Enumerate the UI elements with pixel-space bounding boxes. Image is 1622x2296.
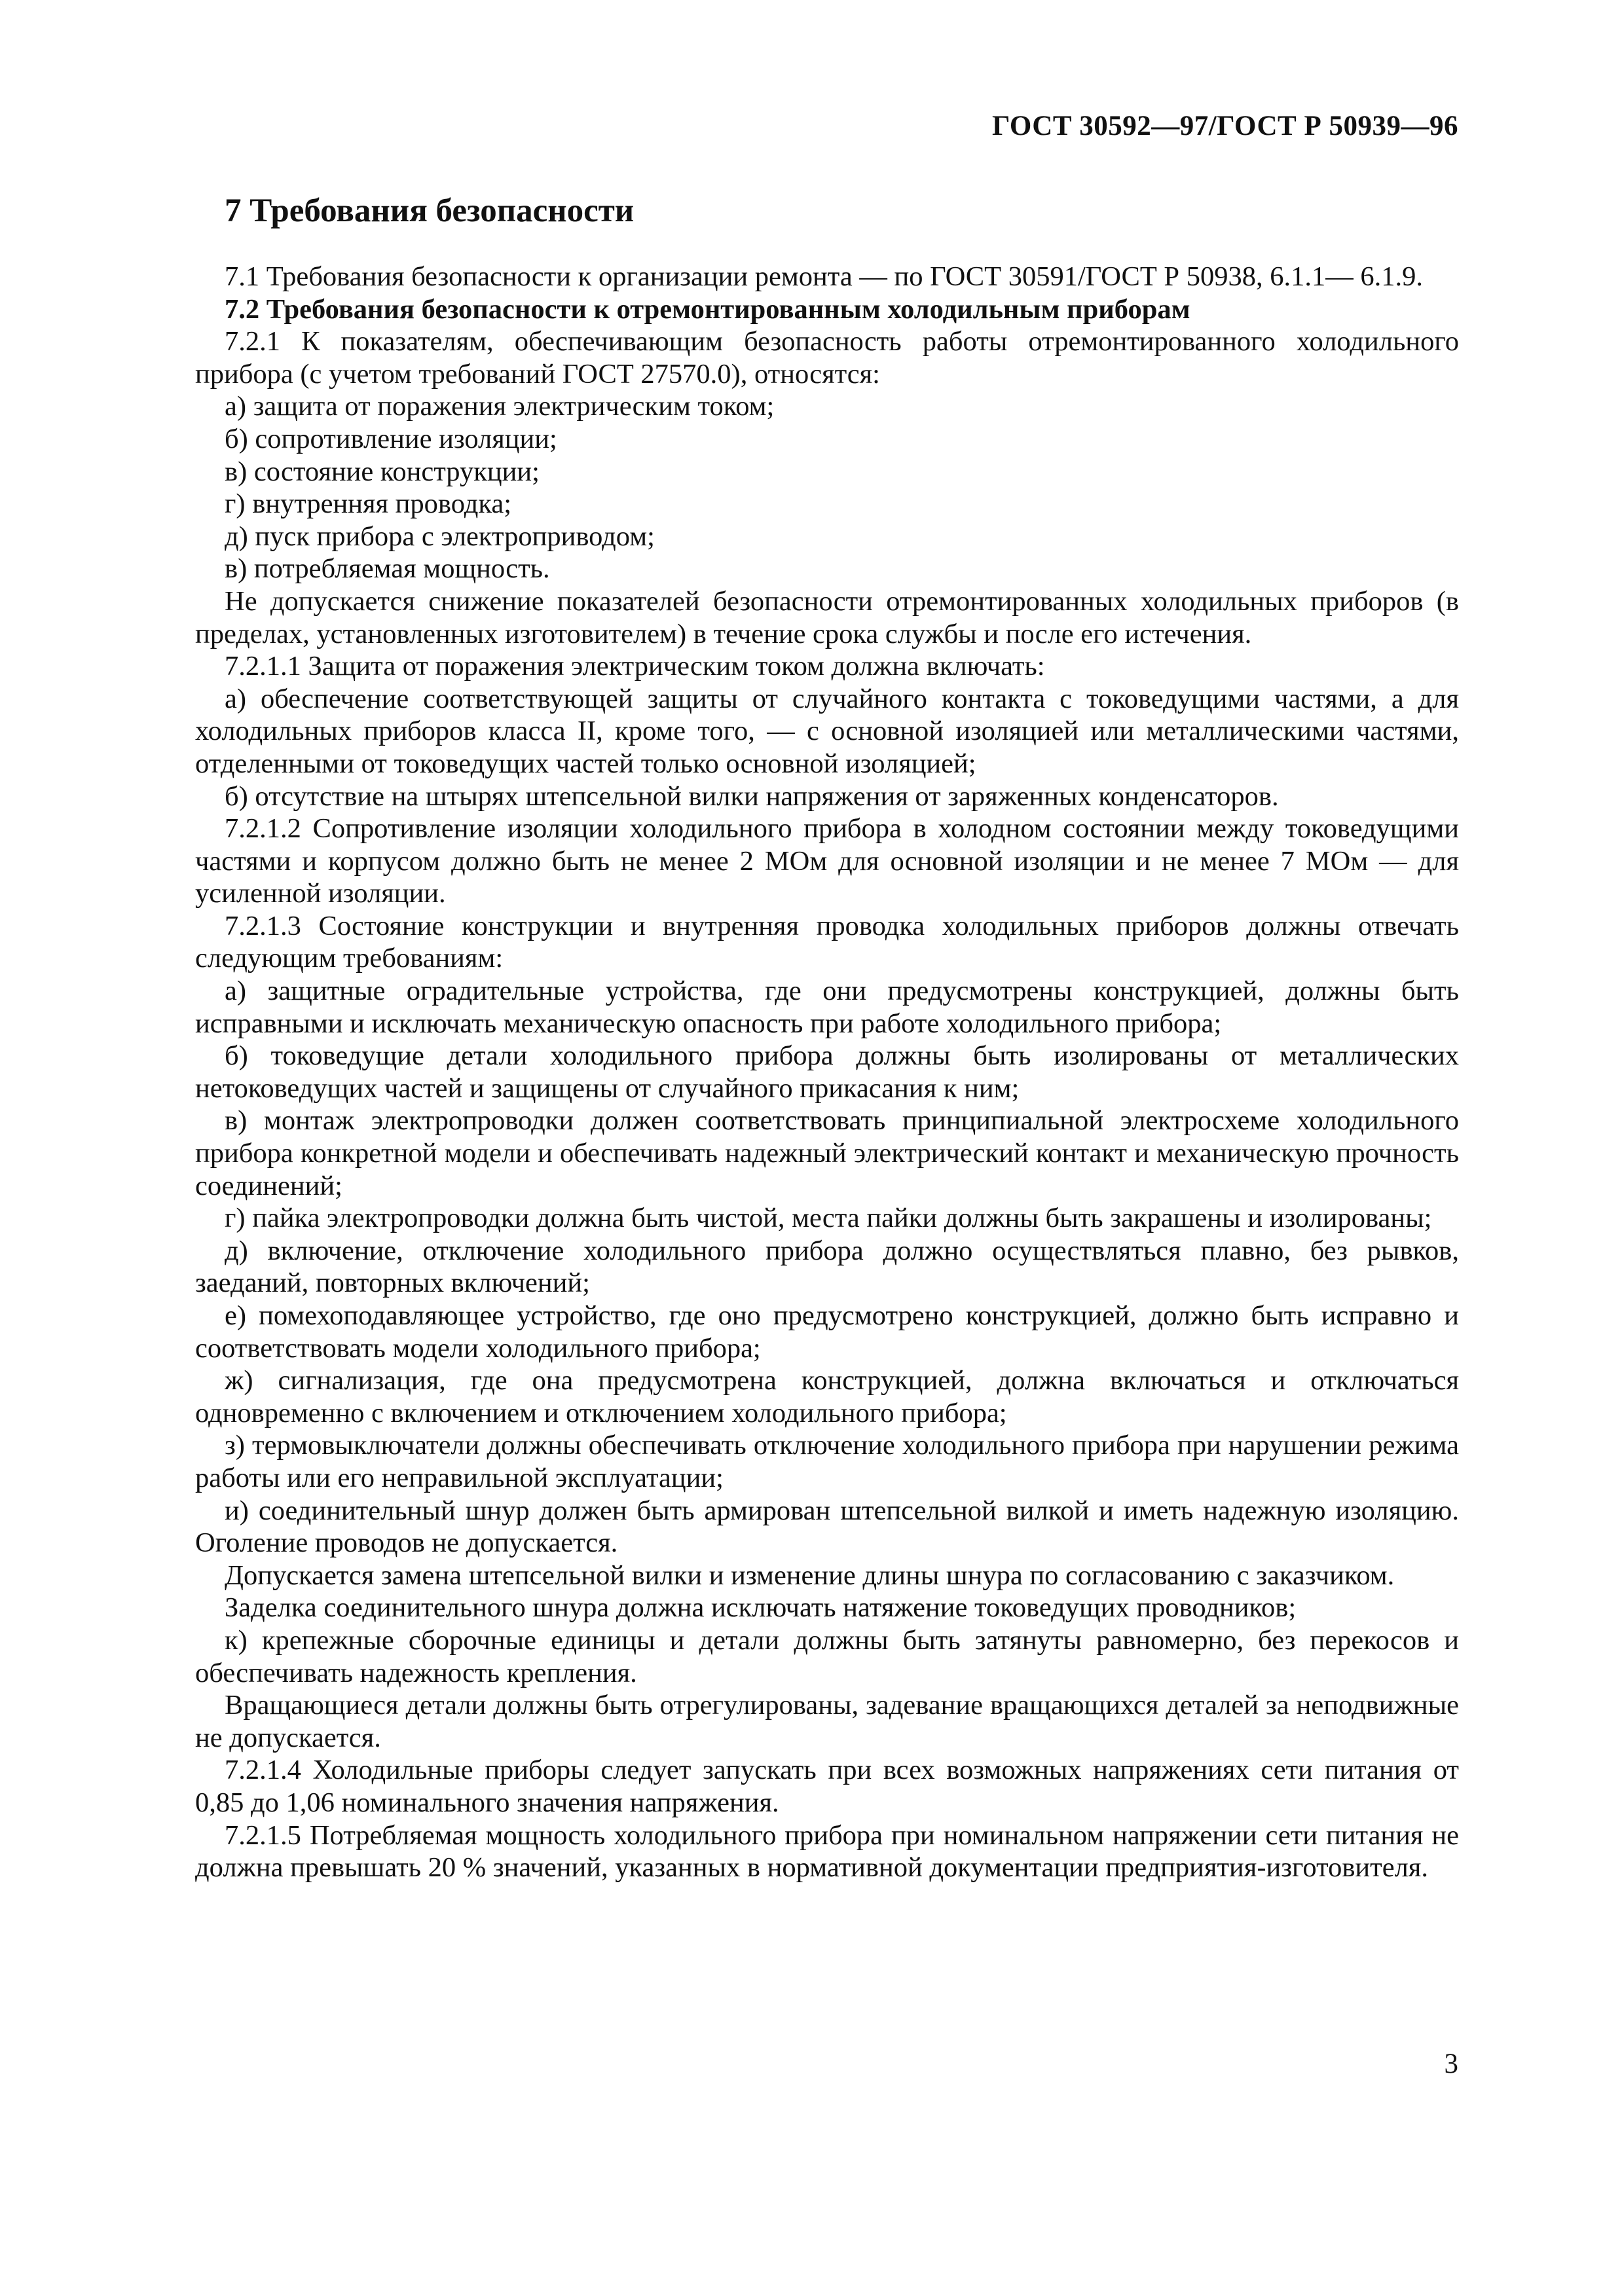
paragraph: Допускается замена штепсельной вилки и изменение длины шнура по согласованию с заказчиком.: [225, 1559, 1395, 1591]
list-item: а) защита от поражения электрическим током;: [225, 391, 775, 422]
list-item: б) отсутствие на штырях штепсельной вилки напряжения от заряженных конденсаторов.: [225, 780, 1279, 812]
paragraph-7-2-1: 7.2.1 К показателям, обеспечивающим безопасность работы отремонтированного холодильного прибора (с учетом требований ГОСТ 27570.0), относятся:: [195, 326, 1459, 390]
list-item: в) монтаж электропроводки должен соответствовать принципиальной электросхеме холодильного прибора конкретной модели и обеспечивать надежный электрический контакт и механическую прочность соединений;: [195, 1105, 1459, 1201]
list-item: б) токоведущие детали холодильного прибора должны быть изолированы от металлических нетоковедущих частей и защищены от случайного прикасания к ним;: [195, 1040, 1459, 1104]
page-number: 3: [1444, 2049, 1458, 2079]
list-item: г) пайка электропроводки должна быть чистой, места пайки должны быть закрашены и изолированы;: [225, 1203, 1432, 1234]
list-item: а) защитные оградительные устройства, где они предусмотрены конструкцией, должны быть исправными и исключать механическую опасность при работе холодильного прибора;: [195, 975, 1459, 1039]
subsection-heading-7-2: 7.2 Требования безопасности к отремонтированным холодильным приборам: [225, 293, 1190, 325]
document-body: [195, 261, 1459, 1884]
list-item: и) соединительный шнур должен быть армирован штепсельной вилкой и иметь надежную изоляцию. Оголение проводов не допускается.: [195, 1495, 1459, 1559]
document-header-standard-number: ГОСТ 30592—97/ГОСТ Р 50939—96: [992, 111, 1458, 141]
list-item: в) состояние конструкции;: [225, 456, 540, 487]
section-title: 7 Требования безопасности: [225, 192, 635, 229]
list-item: з) термовыключатели должны обеспечивать отключение холодильного прибора при нарушении режима работы или его неправильной эксплуатации;: [195, 1430, 1459, 1493]
paragraph-7-1: 7.1 Требования безопасности к организации ремонта — по ГОСТ 30591/ГОСТ Р 50938, 6.1.1— 6.1.9.: [225, 261, 1423, 292]
paragraph-7-2-1-2: 7.2.1.2 Сопротивление изоляции холодильного прибора в холодном состоянии между токоведущими частями и корпусом должно быть не менее 2 МОм для основной изоляции и не менее 7 МОм — для усиленной изоляции.: [195, 813, 1459, 909]
paragraph: Вращающиеся детали должны быть отрегулированы, задевание вращающихся деталей за неподвижные не допускается.: [195, 1690, 1459, 1753]
list-item: д) пуск прибора с электроприводом;: [225, 520, 655, 552]
list-item: а) обеспечение соответствующей защиты от случайного контакта с токоведущими частями, а для холодильных приборов класса II, кроме того, — с основной изоляцией или металлическими частями, отделенными от токоведущих частей только основной изоляцией;: [195, 683, 1459, 779]
list-item: ж) сигнализация, где она предусмотрена конструкцией, должна включаться и отключаться одновременно с включением и отключением холодильного прибора;: [195, 1365, 1459, 1429]
list-item: д) включение, отключение холодильного прибора должно осуществляться плавно, без рывков, заеданий, повторных включений;: [195, 1235, 1459, 1299]
paragraph-7-2-1-5: 7.2.1.5 Потребляемая мощность холодильного прибора при номинальном напряжении сети питания не должна превышать 20 % значений, указанных в нормативной документации предприятия-изготовителя.: [195, 1819, 1459, 1884]
list-item: г) внутренняя проводка;: [225, 488, 512, 520]
list-item: б) сопротивление изоляции;: [225, 423, 557, 454]
paragraph-7-2-1-1: 7.2.1.1 Защита от поражения электрическим током должна включать:: [225, 651, 1045, 682]
list-item: к) крепежные сборочные единицы и детали должны быть затянуты равномерно, без перекосов и обеспечивать надежность крепления.: [195, 1624, 1459, 1688]
paragraph-7-2-1-4: 7.2.1.4 Холодильные приборы следует запускать при всех возможных напряжениях сети питания от 0,85 до 1,06 номинального значения напряжения.: [195, 1755, 1459, 1818]
paragraph: Заделка соединительного шнура должна исключать натяжение токоведущих проводников;: [225, 1592, 1297, 1624]
list-item: в) потребляемая мощность.: [225, 553, 550, 585]
paragraph-7-2-1-3: 7.2.1.3 Состояние конструкции и внутренняя проводка холодильных приборов должны отвечать следующим требованиям:: [195, 910, 1459, 974]
paragraph: Не допускается снижение показателей безопасности отремонтированных холодильных приборов (в пределах, установленных изготовителем) в течение срока службы и после его истечения.: [195, 585, 1459, 649]
list-item: е) помехоподавляющее устройство, где оно предусмотрено конструкцией, должно быть исправно и соответствовать модели холодильного прибора;: [195, 1300, 1459, 1364]
